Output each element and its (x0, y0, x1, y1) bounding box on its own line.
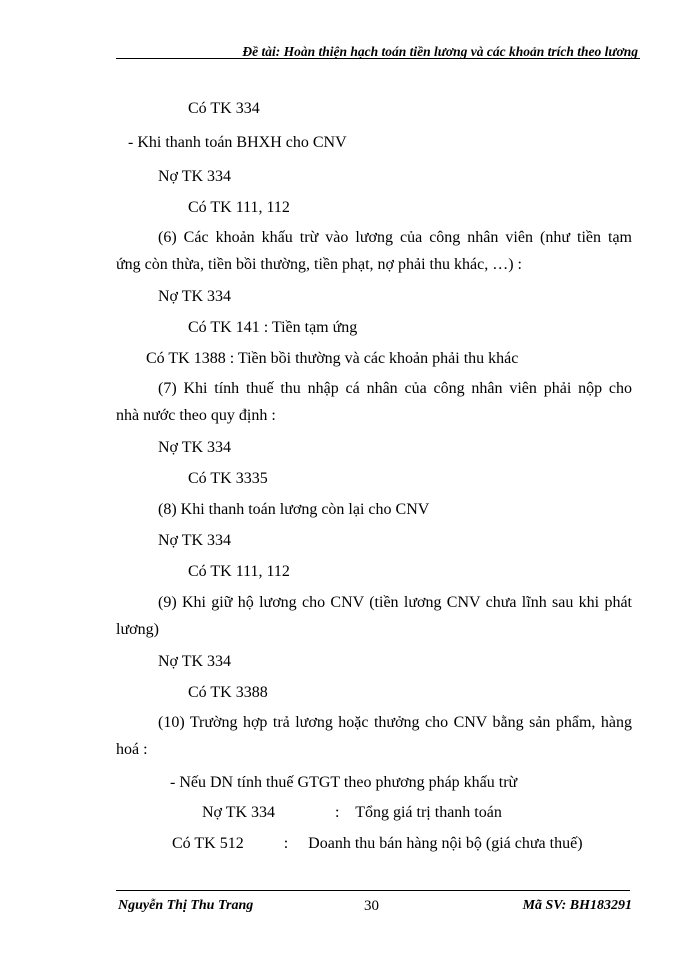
page-header-title: Đề tài: Hoàn thiện hạch toán tiền lương và các khoản trích theo lương (242, 44, 638, 59)
paragraph-line: (10) Trường hợp trả lương hoặc thưởng cho CNV bằng sản phẩm, hàng (158, 714, 632, 731)
entry-line: (8) Khi thanh toán lương còn lại cho CNV (158, 501, 430, 518)
footer-student-id: Mã SV: BH183291 (522, 898, 632, 913)
paragraph-line: (6) Các khoản khấu trừ vào lương của công nhân viên (như tiền tạm (158, 229, 632, 246)
entry-line: Nợ TK 334 : Tổng giá trị thanh toán (202, 804, 502, 821)
entry-line: Nợ TK 334 (158, 653, 232, 670)
page-number: 30 (364, 898, 379, 914)
entry-line: Nợ TK 334 (158, 168, 232, 185)
entry-line: Có TK 3388 (188, 684, 268, 701)
header-rule (116, 58, 640, 59)
entry-line: Nợ TK 334 (158, 439, 232, 456)
paragraph-line: lương) (116, 621, 159, 638)
footer-rule (116, 890, 630, 891)
entry-line: Nợ TK 334 (158, 288, 232, 305)
entry-line: Có TK 111, 112 (188, 563, 290, 580)
paragraph-line: (7) Khi tính thuế thu nhập cá nhân của công nhân viên phải nộp cho (158, 380, 632, 397)
entry-line: - Khi thanh toán BHXH cho CNV (128, 134, 347, 151)
entry-line: - Nếu DN tính thuế GTGT theo phương pháp khấu trừ (170, 774, 518, 791)
paragraph-line: ứng còn thừa, tiền bồi thường, tiền phạt, nợ phải thu khác, …) : (116, 256, 522, 273)
footer-author: Nguyễn Thị Thu Trang (118, 898, 254, 913)
paragraph-line: nhà nước theo quy định : (116, 407, 276, 424)
entry-line: Có TK 3335 (188, 470, 268, 487)
paragraph-line: (9) Khi giữ hộ lương cho CNV (tiền lương CNV chưa lĩnh sau khi phát (158, 594, 632, 611)
entry-line: Có TK 111, 112 (188, 199, 290, 216)
entry-line: Có TK 141 : Tiền tạm ứng (188, 319, 358, 336)
paragraph-line: hoá : (116, 741, 148, 758)
entry-line: Có TK 334 (188, 100, 260, 117)
entry-line: Có TK 512 : Doanh thu bán hàng nội bộ (giá chưa thuế) (172, 835, 583, 852)
entry-line: Nợ TK 334 (158, 532, 232, 549)
entry-line: Có TK 1388 : Tiền bồi thường và các khoản phải thu khác (146, 350, 519, 367)
